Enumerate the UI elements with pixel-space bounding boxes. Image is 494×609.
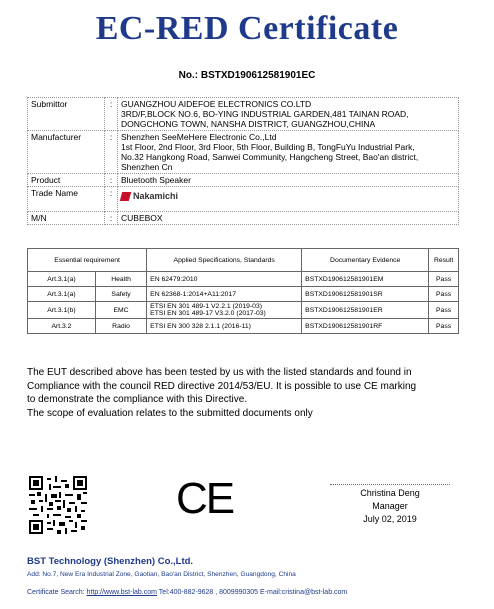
certificate-search-line [27, 589, 347, 596]
product-info-table [27, 97, 459, 225]
requirements-header-row [28, 249, 459, 272]
statement-line: Compliance with the council RED directive 2014/53/EU. It is possible to use CE marking [27, 380, 417, 392]
submitter-value [118, 98, 459, 131]
article-cell: Art.3.1(a) [28, 272, 96, 287]
colon: : [105, 98, 118, 131]
company-address: Add: No.7, New Era Industrial Zone, Gaotian, Bao'an District, Shenzhen, Guangdong, China [27, 571, 296, 578]
result-cell: Pass [429, 302, 459, 319]
certificate-number: No.: BSTXD190612581901EC [178, 70, 316, 81]
result-cell: Pass [429, 287, 459, 302]
submitter-row [28, 98, 459, 131]
spec-cell: EN 62368-1:2014+A11:2017 [147, 287, 302, 302]
evidence-cell: BSTXD190612581901SR [302, 287, 429, 302]
search-label: Certificate Search: [27, 589, 85, 596]
manufacturer-line: 1st Floor, 2nd Floor, 3rd Floor, 5th Floor, Building B, TongFuYu Industrial Park, [121, 142, 415, 152]
category-cell: Radio [95, 319, 146, 334]
result-cell: Pass [429, 319, 459, 334]
trade-name-value [118, 187, 459, 212]
manufacturer-line: Shenzhen SeeMeHere Electronic Co.,Ltd [121, 132, 277, 142]
colon: : [105, 212, 118, 225]
article-cell: Art.3.1(b) [28, 302, 96, 319]
header-documentary-evidence: Documentary Evidence [302, 249, 429, 272]
model-value: CUBEBOX [118, 212, 459, 225]
spec-line: ETSI EN 301 489-1 V2.2.1 (2019-03) [150, 303, 263, 310]
article-cell: Art.3.2 [28, 319, 96, 334]
nakamichi-logo-text: Nakamichi [133, 191, 179, 201]
category-cell: EMC [95, 302, 146, 319]
telephone: Tel:400-882-9628 , 8009990305 [158, 589, 259, 596]
nakamichi-logo-mark-icon [120, 192, 131, 201]
signature-block [330, 484, 450, 526]
evidence-cell: BSTXD190612581901RF [302, 319, 429, 334]
table-row [28, 302, 459, 319]
colon: : [105, 174, 118, 187]
model-row [28, 212, 459, 225]
statement-line: to demonstrate the compliance with this Directive. [27, 394, 248, 405]
spec-cell: EN 62479:2010 [147, 272, 302, 287]
trade-name-label: Trade Name [28, 187, 105, 212]
signature-line [330, 484, 450, 485]
statement-line: The EUT described above has been tested by us with the listed standards and found in [27, 367, 412, 378]
product-label: Product [28, 174, 105, 187]
website-link[interactable]: http://www.bst-lab.com [86, 589, 157, 596]
submitter-line: GUANGZHOU AIDEFOE ELECTRONICS CO.LTD [121, 99, 312, 109]
evidence-cell: BSTXD190612581901EM [302, 272, 429, 287]
signatory-name: Christina Deng [360, 488, 420, 498]
table-row [28, 272, 459, 287]
manufacturer-label: Manufacturer [28, 131, 105, 174]
company-name: BST Technology (Shenzhen) Co.,Ltd. [27, 556, 194, 567]
requirements-table [27, 248, 459, 334]
result-cell: Pass [429, 272, 459, 287]
table-row [28, 319, 459, 334]
colon: : [105, 131, 118, 174]
email-link[interactable]: E-mail:cristina@bst-lab.com [260, 589, 348, 596]
manufacturer-line: Shenzhen Cn [121, 162, 173, 172]
ce-mark: CE [176, 474, 234, 523]
model-label: M/N [28, 212, 105, 225]
manufacturer-row [28, 131, 459, 174]
spec-cell: ETSI EN 300 328 2.1.1 (2016-11) [147, 319, 302, 334]
signature-date: July 02, 2019 [363, 514, 417, 524]
header-applied-specifications: Applied Specifications, Standards [147, 249, 302, 272]
qr-code-icon [29, 476, 87, 534]
certificate-title: EC-RED Certificate [95, 10, 399, 47]
submitter-label: Submittor [28, 98, 105, 131]
spec-line: ETSI EN 301 489-17 V3.2.0 (2017-03) [150, 310, 266, 317]
evidence-cell: BSTXD190612581901ER [302, 302, 429, 319]
statement-line: The scope of evaluation relates to the submitted documents only [27, 407, 313, 419]
header-essential-requirement: Essential requirement [28, 249, 147, 272]
signatory-title: Manager [372, 501, 408, 511]
nakamichi-logo [121, 191, 178, 201]
submitter-line: 3RD/F,BLOCK NO.6, BO-YING INDUSTRIAL GARDEN,481 TAINAN ROAD, [121, 109, 409, 119]
category-cell: Health [95, 272, 146, 287]
submitter-line: DONGCHONG TOWN, NANSHA DISTRICT, GUANGZHOU,CHINA [121, 119, 376, 129]
spec-cell [147, 302, 302, 319]
table-row [28, 287, 459, 302]
product-row [28, 174, 459, 187]
header-result: Result [429, 249, 459, 272]
compliance-statement [27, 366, 467, 420]
article-cell: Art.3.1(a) [28, 287, 96, 302]
manufacturer-line: No.32 Hangkong Road, Sanwei Community, Hangcheng Street, Bao'an district, [121, 152, 419, 162]
product-value: Bluetooth Speaker [118, 174, 459, 187]
trade-name-row [28, 187, 459, 212]
category-cell: Safety [95, 287, 146, 302]
colon: : [105, 187, 118, 212]
manufacturer-value [118, 131, 459, 174]
